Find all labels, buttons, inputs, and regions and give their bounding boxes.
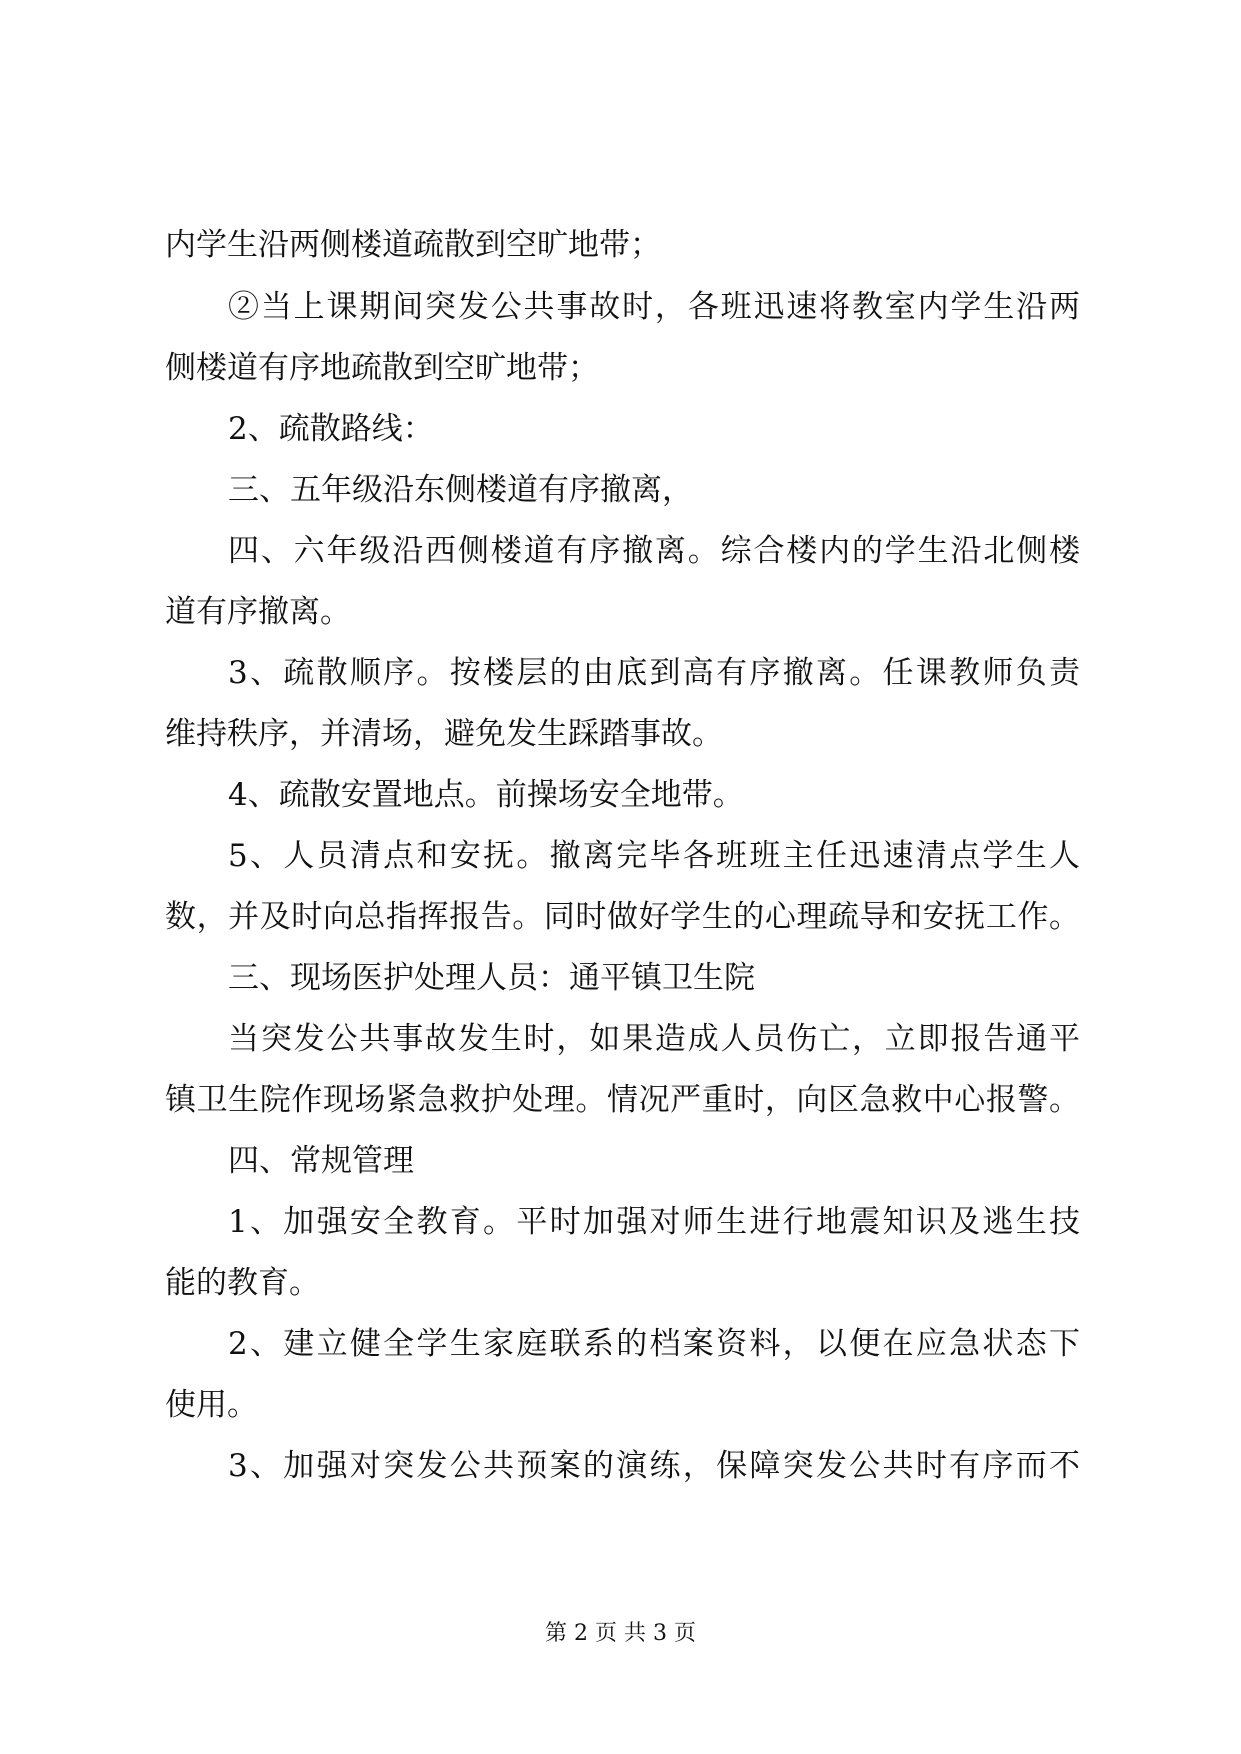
text-line: 2、疏散路线： <box>228 411 434 447</box>
text-line: 当突发公共事故发生时，如果造成人员伤亡，立即报告通平 <box>228 1021 1080 1057</box>
text-line: 道有序撤离。 <box>165 594 351 630</box>
page-number-footer: 第 2 页 共 3 页 <box>545 1621 696 1646</box>
text-line: 4、疏散安置地点。前操场安全地带。 <box>228 777 744 813</box>
text-line: 能的教育。 <box>165 1265 320 1301</box>
text-line: 3、疏散顺序。按楼层的由底到高有序撤离。任课教师负责 <box>228 655 1080 691</box>
text-line: 四、常规管理 <box>228 1143 414 1179</box>
text-line: 维持秩序，并清场，避免发生踩踏事故。 <box>165 716 723 752</box>
text-line: 四、六年级沿西侧楼道有序撤离。综合楼内的学生沿北侧楼 <box>228 533 1080 569</box>
text-line: 1、加强安全教育。平时加强对师生进行地震知识及逃生技 <box>228 1204 1080 1240</box>
text-line: 使用。 <box>165 1387 258 1423</box>
text-line: ②当上课期间突发公共事故时，各班迅速将教室内学生沿两 <box>228 289 1080 325</box>
text-line: 三、现场医护处理人员：通平镇卫生院 <box>228 960 755 996</box>
text-line: 2、建立健全学生家庭联系的档案资料，以便在应急状态下 <box>228 1326 1080 1362</box>
text-line: 5、人员清点和安抚。撤离完毕各班班主任迅速清点学生人 <box>228 838 1080 874</box>
text-line: 三、五年级沿东侧楼道有序撤离， <box>228 472 693 508</box>
text-line: 镇卫生院作现场紧急救护处理。情况严重时，向区急救中心报警。 <box>165 1082 1080 1118</box>
text-line: 3、加强对突发公共预案的演练，保障突发公共时有序而不 <box>228 1448 1080 1484</box>
text-line: 数，并及时向总指挥报告。同时做好学生的心理疏导和安抚工作。 <box>165 899 1080 935</box>
text-line: 内学生沿两侧楼道疏散到空旷地带； <box>165 227 661 263</box>
text-line: 侧楼道有序地疏散到空旷地带； <box>165 350 599 386</box>
